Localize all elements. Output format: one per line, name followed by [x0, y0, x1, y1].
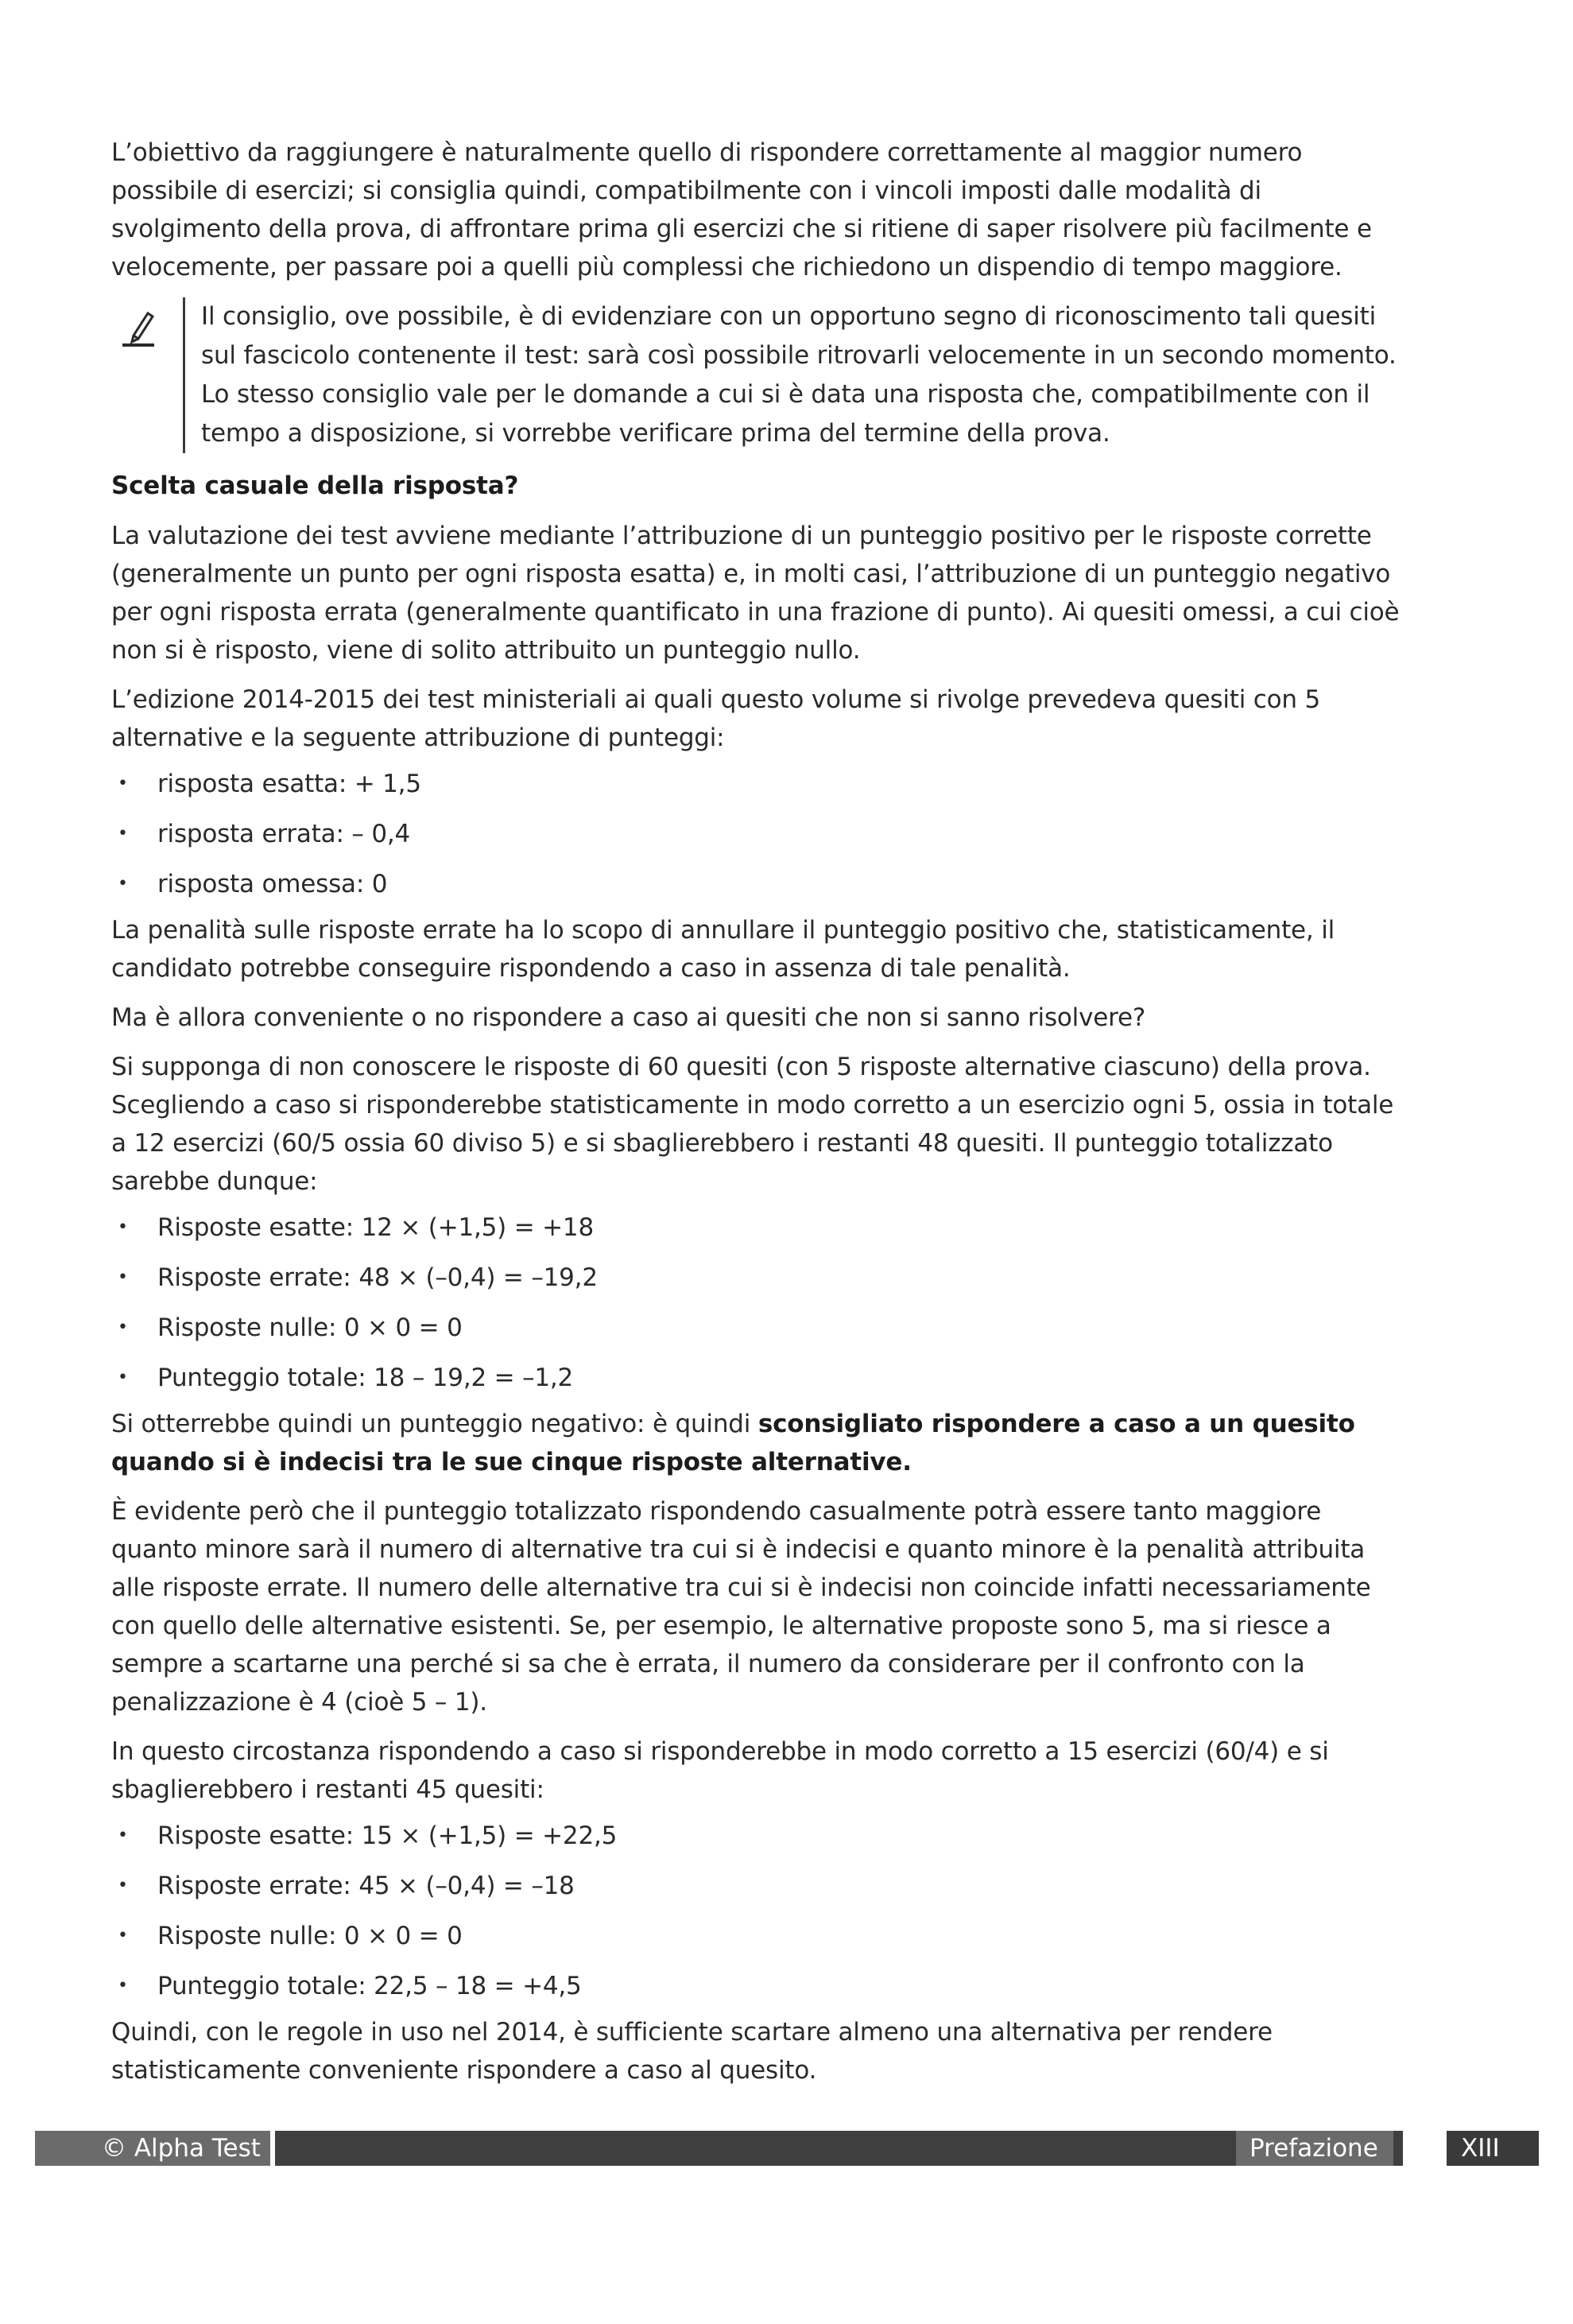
note-divider	[183, 297, 185, 453]
tip-note	[111, 297, 1408, 453]
list-item: • risposta omessa: 0	[118, 870, 388, 898]
list-item: • risposta errata: – 0,4	[118, 820, 411, 848]
bullet-icon: •	[118, 1825, 128, 1845]
bullet-icon: •	[118, 1926, 128, 1946]
bullet-icon: •	[118, 1217, 128, 1237]
paragraph-evaluation: La valutazione dei test avviene mediante l’attribuzione di un punteggio positivo per le risposte corrette (generalmente un punto per ogni risposta esatta) e, in molti casi, l’attribuzione di un punteggio negativo per ogni risposta errata (generalmente quantificato in una frazione di punto). Ai quesiti omessi, a cui cioè non si è risposto, viene di solito attribuito un punteggio nullo.	[111, 522, 1400, 665]
list-item: • Risposte nulle: 0 × 0 = 0	[118, 1922, 463, 1950]
list-item: • Punteggio totale: 22,5 – 18 = +4,5	[118, 1972, 582, 2000]
bullet-icon: •	[118, 824, 128, 844]
bullet-icon: •	[118, 874, 128, 894]
bold-advice: sconsigliato rispondere a caso a un quesito quando si è indecisi tra le sue cinque risposte alternative	[111, 1410, 1355, 1476]
paragraph-conclusion-negative: Si otterrebbe quindi un punteggio negativo: è quindi sconsigliato rispondere a caso a un quesito quando si è indecisi tra le sue cinque risposte alternative.	[111, 1410, 1355, 1476]
bullet-icon: •	[118, 1267, 128, 1287]
example-scores-list	[111, 1212, 1408, 1394]
paragraph-objective: L’obiettivo da raggiungere è naturalmente quello di rispondere correttamente al maggior numero possibile di esercizi; si consiglia quindi, compatibilmente con i vincoli imposti dalle modalità di svolgimento della prova, di affrontare prima gli esercizi che si ritiene di saper risolvere più facilmente e velocemente, per passare poi a quelli più complessi che richiedono un dispendio di tempo maggiore.	[111, 138, 1372, 281]
paragraph-example: Si supponga di non conoscere le risposte di 60 quesiti (con 5 risposte alternative ciascuno) della prova. Scegliendo a caso si risponderebbe statisticamente in modo corretto a un esercizio ogni 5, ossia in totale a 12 esercizi (60/5 ossia 60 diviso 5) e si sbaglierebbero i restanti 48 quesiti. Il punteggio totalizzato sarebbe dunque:	[111, 1053, 1394, 1196]
section-heading: Scelta casuale della risposta?	[111, 471, 519, 500]
list-item: • Risposte errate: 48 × (–0,4) = –19,2	[118, 1263, 598, 1292]
paragraph-question: Ma è allora conveniente o no rispondere a caso ai quesiti che non si sanno risolvere?	[111, 1003, 1146, 1032]
list-item: • Punteggio totale: 18 – 19,2 = –1,2	[118, 1364, 574, 1392]
list-item: • Risposte nulle: 0 × 0 = 0	[118, 1313, 463, 1342]
paragraph-penalty: La penalità sulle risposte errate ha lo scopo di annullare il punteggio positivo che, statisticamente, il candidato potrebbe conseguire rispondendo a caso in assenza di tale penalità.	[111, 916, 1335, 983]
footer-publisher: © Alpha Test	[102, 2134, 261, 2163]
paragraph-final: Quindi, con le regole in uso nel 2014, è sufficiente scartare almeno una alternativa per rendere statisticamente conveniente rispondere a caso al quesito.	[111, 2018, 1273, 2085]
list-item: • risposta esatta: + 1,5	[118, 770, 421, 798]
scoring-list	[111, 768, 1408, 900]
bullet-icon: •	[118, 1368, 128, 1387]
pencil-icon	[111, 297, 183, 453]
bullet-icon: •	[118, 1876, 128, 1895]
page-number: XIII	[1461, 2134, 1500, 2163]
paragraph-edition: L’edizione 2014-2015 dei test ministeriali ai quali questo volume si rivolge prevedeva quesiti con 5 alternative e la seguente attribuzione di punteggi:	[111, 685, 1321, 752]
paragraph-circumstance: In questo circostanza rispondendo a caso si risponderebbe in modo corretto a 15 esercizi (60/4) e si sbaglierebbero i restanti 45 quesiti:	[111, 1737, 1329, 1804]
bullet-icon: •	[118, 1317, 128, 1337]
list-item: • Risposte esatte: 12 × (+1,5) = +18	[118, 1213, 594, 1242]
paragraph-alternatives: È evidente però che il punteggio totalizzato rispondendo casualmente potrà essere tanto maggiore quanto minore sarà il numero di alternative tra cui si è indecisi e quanto minore è la penalità attribuita alle risposte errate. Il numero delle alternative tra cui si è indecisi non coincide infatti necessariamente con quello delle alternative esistenti. Se, per esempio, le alternative proposte sono 5, ma si riesce a sempre a scartarne una perché si sa che è errata, il numero da considerare per il confronto con la penalizzazione è 4 (cioè 5 – 1).	[111, 1497, 1371, 1717]
note-text: Il consiglio, ove possibile, è di evidenziare con un opportuno segno di riconoscimento tali quesiti sul fascicolo contenente il test: sarà così possibile ritrovarli velocemente in un secondo momento. Lo stesso consiglio vale per le domande a cui si è data una risposta che, compatibilmente con il tempo a disposizione, si vorrebbe verificare prima del termine della prova.	[201, 302, 1397, 448]
bullet-icon: •	[118, 774, 128, 793]
footer-divider	[270, 2131, 275, 2166]
list-item: • Risposte esatte: 15 × (+1,5) = +22,5	[118, 1822, 618, 1850]
page-content	[111, 134, 1408, 2089]
list-item: • Risposte errate: 45 × (–0,4) = –18	[118, 1872, 575, 1900]
footer-section-title: Prefazione	[1249, 2134, 1378, 2163]
bullet-icon: •	[118, 1976, 128, 1996]
alternative-scores-list	[111, 1820, 1408, 2002]
